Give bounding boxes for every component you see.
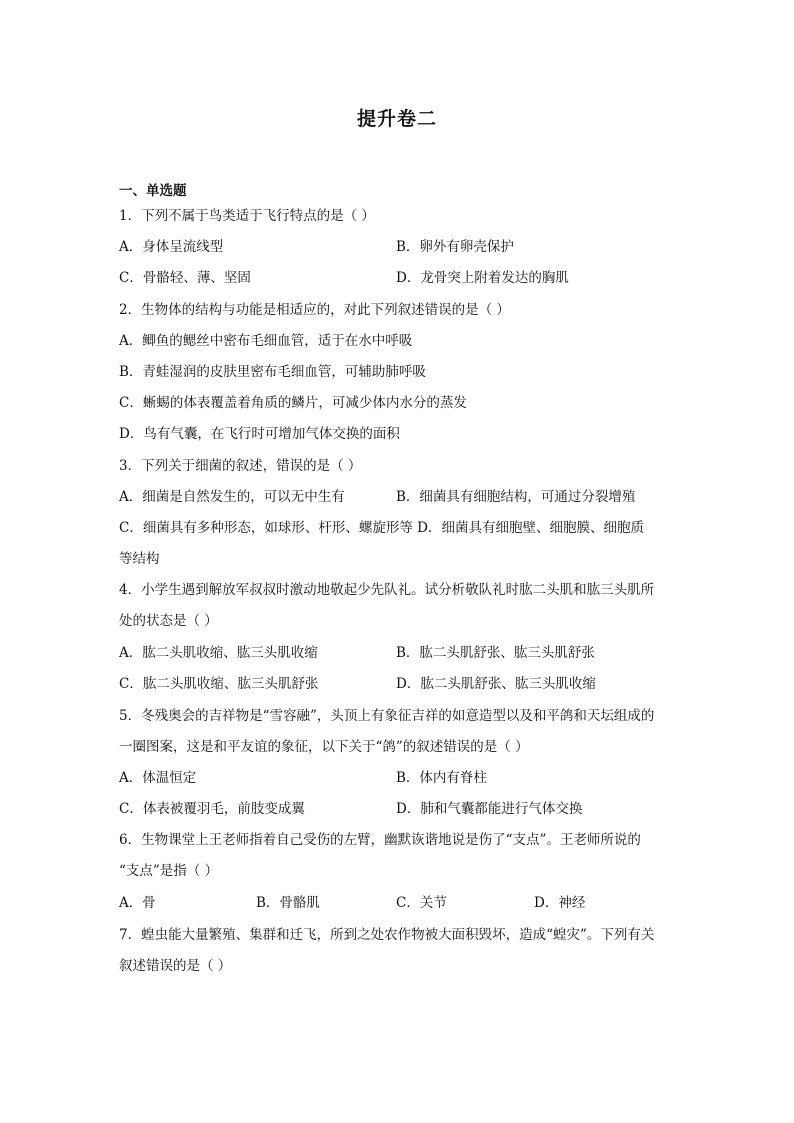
question-1-stem: 1．下列不属于鸟类适于飞行特点的是（ ） [119, 208, 375, 224]
q5-option-d: D．肺和气囊都能进行气体交换 [396, 801, 583, 817]
q1-option-d: D．龙骨突上附着发达的胸肌 [396, 270, 569, 286]
question-6-stem-line-1: 6．生物课堂上王老师指着自己受伤的左臂，幽默诙谐地说是伤了“支点”。王老师所说的 [119, 832, 641, 848]
q5-option-a: A．体温恒定 [119, 770, 197, 786]
q1-option-c: C．骨骼轻、薄、坚固 [119, 270, 251, 286]
q6-option-d: D．神经 [534, 895, 586, 911]
q3-options-c-d: C．细菌具有多种形态，如球形、杆形、螺旋形等 D．细菌具有细胞壁、细胞膜、细胞质 [119, 520, 644, 536]
q3-option-b: B．细菌具有细胞结构，可通过分裂增殖 [396, 489, 636, 505]
q2-option-d: D．鸟有气囊，在飞行时可增加气体交换的面积 [119, 426, 400, 442]
q6-option-a: A．骨 [119, 895, 156, 911]
q2-option-a: A．鲫鱼的鳃丝中密布毛细血管，适于在水中呼吸 [119, 333, 413, 349]
question-5-stem-line-2: 一圈图案，这是和平友谊的象征，以下关于“鸽”的叙述错误的是（ ） [119, 739, 529, 755]
q5-option-b: B．体内有脊柱 [396, 770, 487, 786]
section-heading: 一、单选题 [119, 183, 187, 199]
q1-option-a: A．身体呈流线型 [119, 239, 224, 255]
question-3-stem: 3．下列关于细菌的叙述，错误的是（ ） [119, 458, 362, 474]
page-title: 提升卷二 [356, 108, 437, 130]
q6-option-c: C．关节 [396, 895, 447, 911]
q4-option-d: D．肱二头肌舒张、肱三头肌收缩 [396, 676, 596, 692]
question-5-stem-line-1: 5．冬残奥会的吉祥物是“雪容融”，头顶上有象征吉祥的如意造型以及和平鸽和天坛组成的 [119, 708, 655, 724]
q4-option-b: B．肱二头肌舒张、肱三头肌舒张 [396, 645, 595, 661]
q3-option-a: A．细菌是自然发生的，可以无中生有 [119, 489, 345, 505]
q1-option-b: B．卵外有卵壳保护 [396, 239, 514, 255]
q5-option-c: C．体表被覆羽毛，前肢变成翼 [119, 801, 305, 817]
question-4-stem-line-1: 4．小学生遇到解放军叔叔时激动地敬起少先队礼。试分析敬队礼时肱二头肌和肱三头肌所 [119, 582, 655, 598]
question-4-stem-line-2: 处的状态是（ ） [119, 613, 218, 629]
q2-option-b: B．青蛙湿润的皮肤里密布毛细血管，可辅助肺呼吸 [119, 364, 426, 380]
q2-option-c: C．蜥蜴的体表覆盖着角质的鳞片，可减少体内水分的蒸发 [119, 395, 467, 411]
question-7-stem-line-1: 7．蝗虫能大量繁殖、集群和迁飞，所到之处农作物被大面积毁坏，造成“蝗灾”。下列有关 [119, 927, 655, 943]
q4-option-a: A．肱二头肌收缩、肱三头肌收缩 [119, 645, 318, 661]
q3-option-d-continued: 等结构 [119, 551, 160, 567]
question-7-stem-line-2: 叙述错误的是（ ） [119, 958, 232, 974]
q6-option-b: B．骨骼肌 [256, 895, 320, 911]
question-2-stem: 2．生物体的结构与功能是相适应的，对此下列叙述错误的是（ ） [119, 302, 510, 318]
question-6-stem-line-2: “支点”是指（ ） [119, 863, 219, 879]
q4-option-c: C．肱二头肌收缩、肱三头肌舒张 [119, 676, 319, 692]
